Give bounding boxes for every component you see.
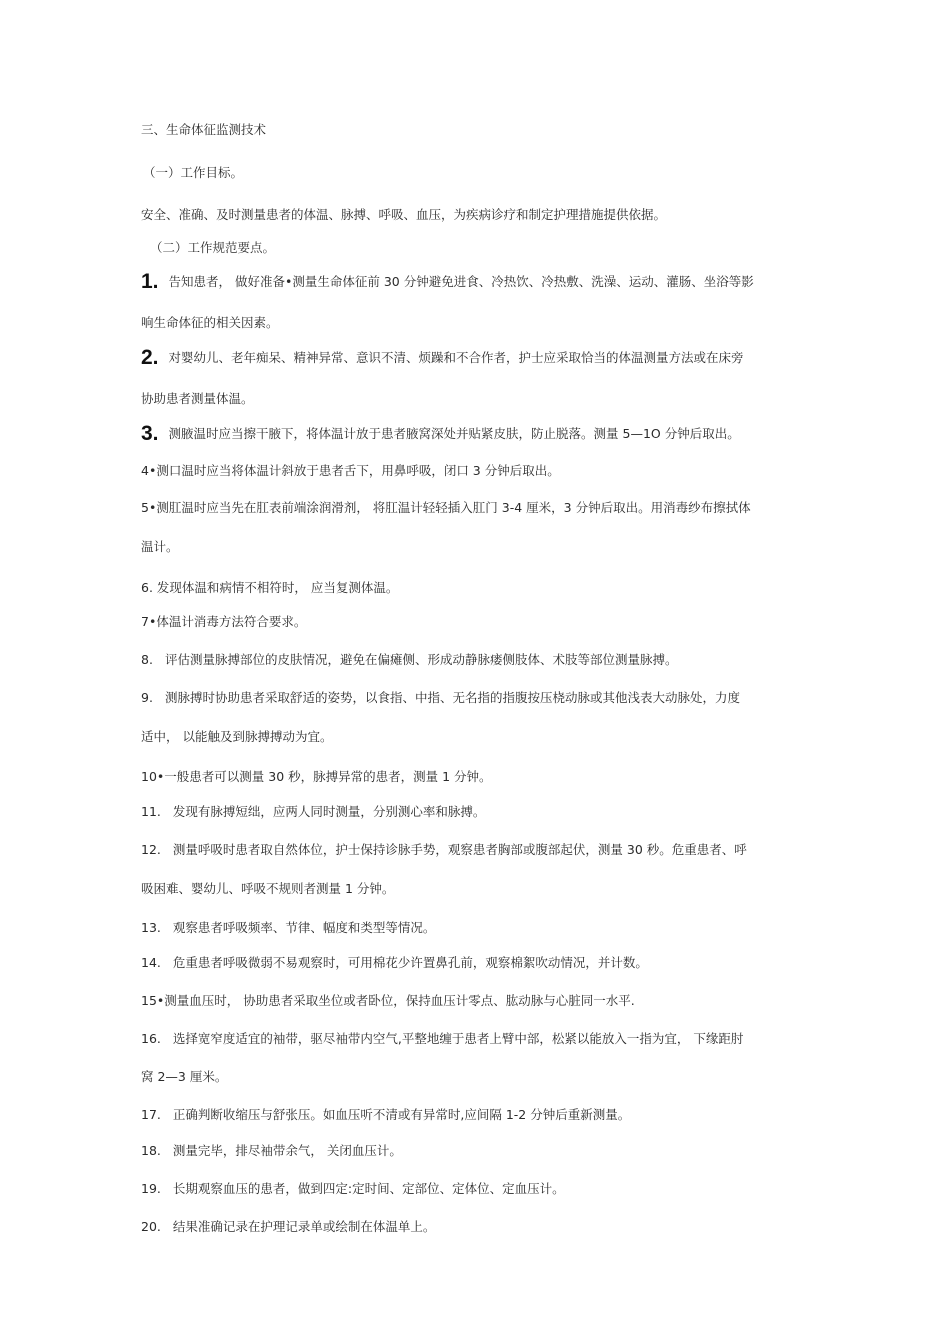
item-text: 评估测量脉搏部位的皮肤情况，避免在偏瘫侧、形成动静脉瘘侧肢体、术肢等部位测量脉搏。: [164, 652, 678, 667]
item-text: 观察患者呼吸频率、节律、幅度和类型等情况。: [172, 920, 436, 935]
list-item-18: [141, 1142, 821, 1160]
item-number: 13.: [141, 920, 161, 935]
goal-paragraph: 安全、准确、及时测量患者的体温、脉搏、呼吸、血压，为疾病诊疗和制定护理措施提供依据。: [141, 207, 667, 222]
list-item-15: [141, 992, 821, 1010]
item-text: 一般患者可以测量 30 秒，脉搏异常的患者，测量 1 分钟。: [164, 769, 492, 784]
list-item-2: [141, 349, 821, 367]
list-item-6: [141, 579, 821, 597]
list-item-2-cont: 协助患者测量体温。: [141, 391, 254, 406]
list-item-5: [141, 499, 821, 517]
list-item-8: [141, 651, 821, 669]
list-item-10: [141, 768, 821, 786]
list-item-19: [141, 1180, 821, 1198]
item-text: 选择宽窄度适宜的袖带，驱尽袖带内空气,平整地缠于患者上臂中部，松紧以能放入一指为宜， 下缘距肘: [172, 1031, 744, 1046]
item-number: 19.: [141, 1181, 161, 1196]
item-number: 16.: [141, 1031, 161, 1046]
list-item-3: [141, 425, 821, 443]
item-number: 7•: [141, 614, 157, 629]
list-item-16: [141, 1030, 821, 1048]
item-text: 危重患者呼吸微弱不易观察时，可用棉花少许置鼻孔前，观察棉絮吹动情况，并计数。: [172, 955, 648, 970]
list-item-20: [141, 1218, 821, 1236]
item-text: 对婴幼儿、老年痴呆、精神异常、意识不清、烦躁和不合作者，护士应采取恰当的体温测量方法或在床旁: [168, 350, 744, 365]
item-number: 2.: [141, 349, 159, 367]
item-text: 测腋温时应当擦干腋下，将体温计放于患者腋窝深处并贴紧皮肤，防止脱落。测量 5—1O 分钟后取出。: [168, 426, 740, 441]
item-text: 告知患者， 做好准备•测量生命体征前 30 分钟避免进食、冷热饮、冷热敷、洗澡、运动、灌肠、坐浴等影: [168, 274, 754, 289]
subheading-key-points: （二）工作规范要点。: [150, 240, 276, 255]
item-number: 11.: [141, 804, 161, 819]
item-number: 18.: [141, 1143, 161, 1158]
item-text: 测量完毕，排尽袖带余气， 关闭血压计。: [172, 1143, 402, 1158]
list-item-1-cont: 响生命体征的相关因素。: [141, 315, 279, 330]
list-item-11: [141, 803, 821, 821]
item-number: 9.: [141, 690, 153, 705]
item-number: 14.: [141, 955, 161, 970]
item-text: 测脉搏时协助患者采取舒适的姿势，以食指、中指、无名指的指腹按压桡动脉或其他浅表大动脉处，力度: [164, 690, 740, 705]
item-number: 12.: [141, 842, 161, 857]
section-heading: 三、生命体征监测技术: [141, 122, 267, 137]
item-number: 3.: [141, 425, 159, 443]
list-item-1: [141, 273, 821, 291]
list-item-13: [141, 919, 821, 937]
item-number: 1.: [141, 273, 159, 291]
list-item-4: [141, 462, 821, 480]
item-text: 长期观察血压的患者，做到四定:定时间、定部位、定体位、定血压计。: [172, 1181, 565, 1196]
item-text: 发现有脉搏短绌，应两人同时测量，分别测心率和脉搏。: [172, 804, 486, 819]
item-text: 结果准确记录在护理记录单或绘制在体温单上。: [172, 1219, 436, 1234]
item-number: 15•: [141, 993, 165, 1008]
subheading-goal: （一）工作目标。: [143, 165, 244, 180]
item-number: 17.: [141, 1107, 161, 1122]
item-text: 体温计消毒方法符合要求。: [156, 614, 307, 629]
list-item-14: [141, 954, 821, 972]
item-number: 6.: [141, 580, 153, 595]
list-item-9: [141, 689, 821, 707]
list-item-16-cont: 窝 2—3 厘米。: [141, 1069, 228, 1084]
item-text: 正确判断收缩压与舒张压。如血压听不清或有异常时,应间隔 1-2 分钟后重新测量。: [172, 1107, 631, 1122]
list-item-12-cont: 吸困难、婴幼儿、呼吸不规则者测量 1 分钟。: [141, 881, 395, 896]
list-item-7: [141, 613, 821, 631]
list-item-17: [141, 1106, 821, 1124]
item-text: 测肛温时应当先在肛表前端涂润滑剂， 将肛温计轻轻插入肛门 3-4 厘米，3 分钟后取出。用消毒纱布擦拭体: [156, 500, 751, 515]
list-item-9-cont: 适中， 以能触及到脉搏搏动为宜。: [141, 729, 333, 744]
item-number: 4•: [141, 463, 157, 478]
item-text: 测量血压时， 协助患者采取坐位或者卧位，保持血压计零点、肱动脉与心脏同一水平.: [164, 993, 635, 1008]
item-text: 发现体温和病情不相符时， 应当复测体温。: [152, 580, 399, 595]
item-text: 测量呼吸时患者取自然体位，护士保持诊脉手势，观察患者胸部或腹部起伏，测量 30 秒。危重患者、呼: [172, 842, 747, 857]
item-number: 5•: [141, 500, 157, 515]
list-item-12: [141, 841, 821, 859]
item-text: 测口温时应当将体温计斜放于患者舌下，用鼻呼吸，闭口 3 分钟后取出。: [156, 463, 560, 478]
item-number: 8.: [141, 652, 153, 667]
item-number: 20.: [141, 1219, 161, 1234]
list-item-5-cont: 温计。: [141, 539, 179, 554]
item-number: 10•: [141, 769, 165, 784]
